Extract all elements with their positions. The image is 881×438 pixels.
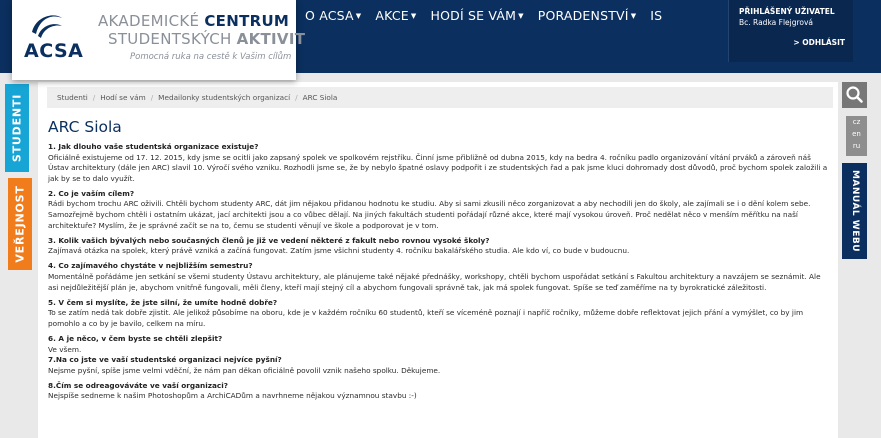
question: 5. V čem si myslíte, že jste silní, že umíte hodně dobře? (48, 297, 278, 307)
answer: Oficiálně existujeme od 17. 12. 2015, kdy jsme se ocitli jako zapsaný spolek ve spolkovém rejstříku. Činní jsme přibližně od dubna 2015, kdy na bedra 4. ročníku padlo organizování vítání prváků a zároveň náš Ústav architektury (dále jen ARC) slavil 10. Výročí svého vzniku. Rozhodli jsme se, že by nebylo špatné oslavy podpořit i ze studentských řad a pak jsme kluci dohromady dost důvodů, proč bychom spolek založili a jak by se to dalo využít. (48, 152, 828, 183)
answer: Zajímavá otázka na spolek, který právě vzniká a začíná fungovat. Zatím jsme všichni studenty 4. ročníku bakalářského studia. Ale kdo ví, co bude v budoucnu. (48, 246, 630, 256)
qa-item (48, 142, 828, 184)
chevron-down-icon: ▼ (355, 12, 362, 20)
breadcrumb-item-studenti[interactable]: Studenti (57, 93, 88, 102)
breadcrumb-separator: / (295, 93, 298, 102)
search-button[interactable] (842, 82, 867, 108)
nav-item-akce[interactable]: AKCE ▼ (375, 8, 417, 23)
breadcrumb-separator: / (92, 93, 96, 102)
user-name: Bc. Radka Flejgrová (739, 18, 814, 27)
breadcrumb-item-hodi-se-vam[interactable]: Hodí se vám (100, 93, 146, 102)
lang-en[interactable]: en (852, 130, 861, 138)
question: 1. Jak dlouho vaše studentská organizace existuje? (48, 142, 259, 151)
logo-line1: AKADEMICKÉ CENTRUM (98, 12, 290, 30)
user-title: PŘIHLÁŠENÝ UŽIVATEL (739, 7, 835, 16)
answer: Nejsme pyšní, spíše jsme velmi vděční, že nám pan děkan oficiálně povolil vznik našeho spolku. Děkujeme. (48, 365, 441, 375)
breadcrumb-item-medailonky[interactable]: Medailonky studentských organizací (158, 93, 291, 102)
question: 2. Co je vaším cílem? (48, 188, 135, 198)
lang-ru[interactable]: ru (852, 142, 861, 150)
tab-studenti[interactable]: STUDENTI (5, 84, 29, 172)
qa-item (48, 381, 828, 402)
logo[interactable] (12, 0, 306, 80)
answer: Ve všem. (48, 344, 82, 354)
qa-item (48, 355, 828, 376)
nav-item-o-acsa[interactable]: O ACSA ▼ (305, 8, 362, 23)
answer: Momentálně pořádáme jen setkání se všemi studenty Ústavu architektury, ale plánujeme také nějaké přednášky, workshopy, chtěli bychom uspořádat setkání s Fakultou architektury a navzájem se seznámit. Ale asi nejdůležitější plán je, abychom vnitřně fungovali, měli členy, kteří mají stejný cíl a abychom fungovali správně tak, jak má spolek fungovat. Spíše se teď zaměříme na ty byrokratické záležitosti. (48, 272, 821, 292)
logo-tagline: Pomocná ruka na cestě k Vašim cílům (130, 52, 292, 62)
answer: Nejspíše sedneme k našim Photoshopům a ArchiCADům a navrhneme nějakou významnou stavbu :-) (48, 391, 417, 401)
breadcrumb-separator: / (150, 93, 154, 102)
page-title: ARC Siola (48, 118, 122, 136)
chevron-down-icon: ▼ (410, 12, 417, 20)
qa-item (48, 189, 828, 231)
question: 8.Čím se odreagováváte ve vaší organizaci? (48, 380, 228, 390)
nav-item-poradenstvi[interactable]: PORADENSTVÍ ▼ (537, 8, 637, 23)
acsa-swoosh-icon (28, 10, 66, 42)
question: 6. A je něco, v čem byste se chtěli zlepšit? (48, 334, 223, 343)
tab-verejnost[interactable]: VEŘEJNOST (8, 178, 32, 270)
breadcrumb-item-current: ARC Siola (302, 93, 338, 102)
tab-manual-webu[interactable]: MANUÁL WEBU (842, 163, 867, 259)
breadcrumb (47, 87, 833, 108)
lang-cz[interactable]: cz (852, 118, 861, 126)
logo-acsa-text: ACSA (24, 40, 84, 62)
answer: To se zatím nedá tak dobře zjistit. Ale jelikož působíme na oboru, kde je v každém ročníku 60 studentů, kteří se víceméně poznají i napříč ročníky, můžeme dobře reflektovat jejich přání a vymýšlet, co by jim pomohlo a co by je bavilo, celkem na míru. (48, 308, 804, 328)
qa-item (48, 236, 828, 257)
main-content (38, 82, 838, 438)
logout-link[interactable]: > ODHLÁSIT (793, 38, 845, 47)
answer: Rádi bychom trochu ARC oživili. Chtěli bychom studenty ARC, dát jim nějakou přidanou hodnotu ke studiu. Aby si sami zkusili něco zorganizovat a aby nechodili jen do školy, ale zajímali se i o dění kolem sebe. Samozřejmě bychom chtěli i ostatním ukázat, jací architekti jsou a co vůbec dělají. Na jiných fakultách studenti pořádají různé akce, které mají vysokou úroveň. Proč nedělat něco v menším měřítku na naší architektuře? Myslím, že je správné začít se na to, čemu se studenti věnují ve škole a podporovat je v tom. (48, 199, 811, 230)
logo-line2: STUDENTSKÝCH AKTIVIT (108, 30, 306, 48)
qa-item (48, 261, 828, 293)
question: 7.Na co jste ve vaší studentské organizaci nejvíce pyšní? (48, 355, 282, 365)
search-icon (842, 82, 867, 108)
chevron-down-icon: ▼ (518, 12, 524, 20)
nav-item-hodi-se-vam[interactable]: HODÍ SE VÁM ▼ (430, 8, 524, 23)
language-switcher (846, 116, 867, 156)
user-panel (728, 0, 853, 62)
chevron-down-icon: ▼ (630, 12, 637, 20)
question: 3. Kolik vašich bývalých nebo současných členů je již ve vedení některé z fakult nebo rovnou vysoké školy? (48, 235, 490, 245)
question: 4. Co zajímavého chystáte v nejbližším semestru? (48, 261, 253, 271)
article-body (48, 142, 828, 407)
qa-item (48, 298, 828, 330)
nav-item-is[interactable]: IS (650, 8, 663, 23)
qa-item (48, 334, 828, 355)
main-nav (305, 8, 676, 23)
